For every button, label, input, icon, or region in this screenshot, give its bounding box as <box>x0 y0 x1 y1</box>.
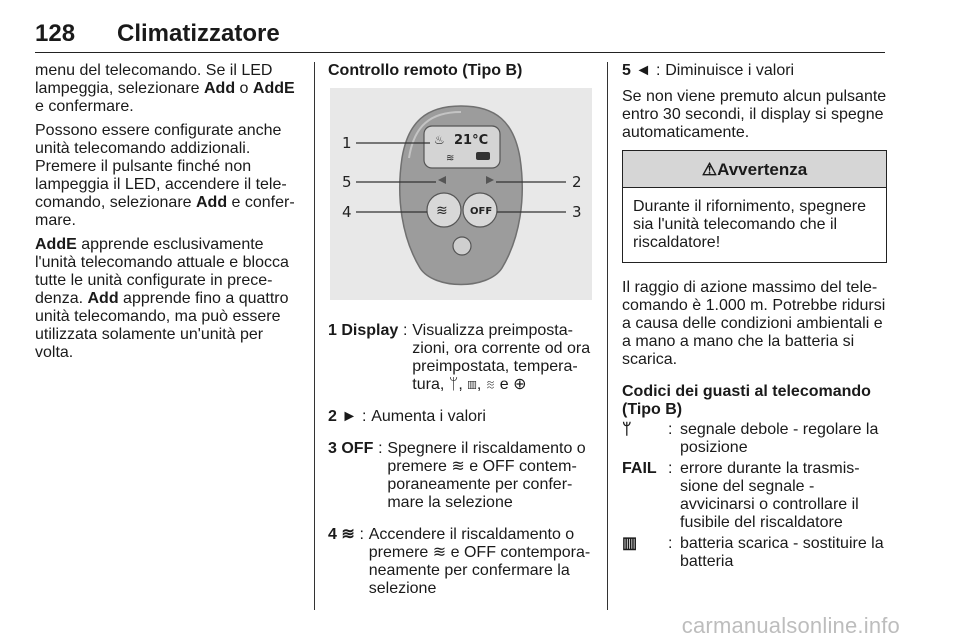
svg-text:≋: ≋ <box>436 203 448 219</box>
callout-1: 1 <box>342 134 352 152</box>
remote-control-illustration <box>330 88 592 300</box>
column-3 <box>622 62 887 571</box>
column-divider <box>607 62 608 610</box>
small-button <box>453 237 471 255</box>
watermark: carmanualsonline.info <box>681 613 900 638</box>
column-divider <box>314 62 315 610</box>
fault-codes-list: ᛘ : segnale debole - regolare la posizione FAIL : errore durante la trasmissione del segnale - avvicinarsi o controllare il fusibile del riscaldatore ▥ : batteria scarica - sostituire la batteria <box>622 421 884 570</box>
legend-item: 1 Display : Visualizza preimpostazioni, ora corrente od ora preimpostata, temperatura, ᛘ, ▥, ≋ e ⊕ <box>328 322 591 393</box>
legend-item: 2 ► : Aumenta i valori <box>328 408 486 425</box>
callout-3: 3 <box>572 203 582 221</box>
column-1 <box>35 62 300 368</box>
legend-item: 4 ≋ : Accendere il riscaldamento o premere ≋ e OFF contemporaneamente per confermare la selezione <box>328 526 591 597</box>
page-header <box>35 14 885 53</box>
section-title: Codici dei guasti al telecomando (Tipo B) <box>622 383 871 418</box>
warning-box <box>622 150 887 263</box>
page-title: Climatizzatore <box>117 20 280 47</box>
warning-icon: ⚠ <box>701 160 718 179</box>
remote-control-figure <box>330 88 592 300</box>
warning-header: ⚠Avvertenza <box>623 151 886 188</box>
paragraph: Se non viene premuto alcun pulsante entro 30 secondi, il display si spegne automaticamente. <box>622 88 887 141</box>
legend-item: 5 ◄ : Diminuisce i valori <box>622 62 795 79</box>
section-title: Controllo remoto (Tipo B) <box>328 62 523 79</box>
warning-body: Durante il rifornimento, spegnere sia l'unità telecomando che il riscaldatore! <box>633 198 867 251</box>
fault-code: FAIL <box>622 460 657 477</box>
callout-2: 2 <box>572 173 582 191</box>
page-number: 128 <box>35 20 76 47</box>
paragraph: Il raggio di azione massimo del telecomando è 1.000 m. Potrebbe ridursi a causa delle condizioni ambientali e a mano a mano che la batteria si scarica. <box>622 279 886 368</box>
battery-icon: ▥ <box>622 535 638 552</box>
callout-4: 4 <box>342 203 352 221</box>
battery-icon <box>476 152 490 160</box>
legend-item: 3 OFF : Spegnere il riscaldamento o premere ≋ e OFF contemporaneamente per confermare la selezione <box>328 440 586 511</box>
paragraph: AddE apprende esclusivamente l'unità telecomando attuale e blocca tutte le unità configurate in precedenza. Add apprende fino a quattro unità telecomando, ma può essere utilizzata solamente un'unità per volta. <box>35 236 289 361</box>
svg-text:OFF: OFF <box>470 206 493 217</box>
timer-icon: ♨ <box>434 133 445 147</box>
heating-icon: ≋ <box>446 153 455 164</box>
signal-icon: ᛘ <box>622 421 632 438</box>
display-temp: 21°C <box>454 133 489 148</box>
column-2 <box>328 62 593 612</box>
paragraph: Possono essere configurate anche unità telecomando addizionali. Premere il pulsante finché non lampeggia il LED, accendere il telecomando, selezionare Add e confermare. <box>35 122 295 229</box>
paragraph: menu del telecomando. Se il LED lampeggia, selezionare Add o AddE e confermare. <box>35 62 295 115</box>
callout-5: 5 <box>342 173 352 191</box>
